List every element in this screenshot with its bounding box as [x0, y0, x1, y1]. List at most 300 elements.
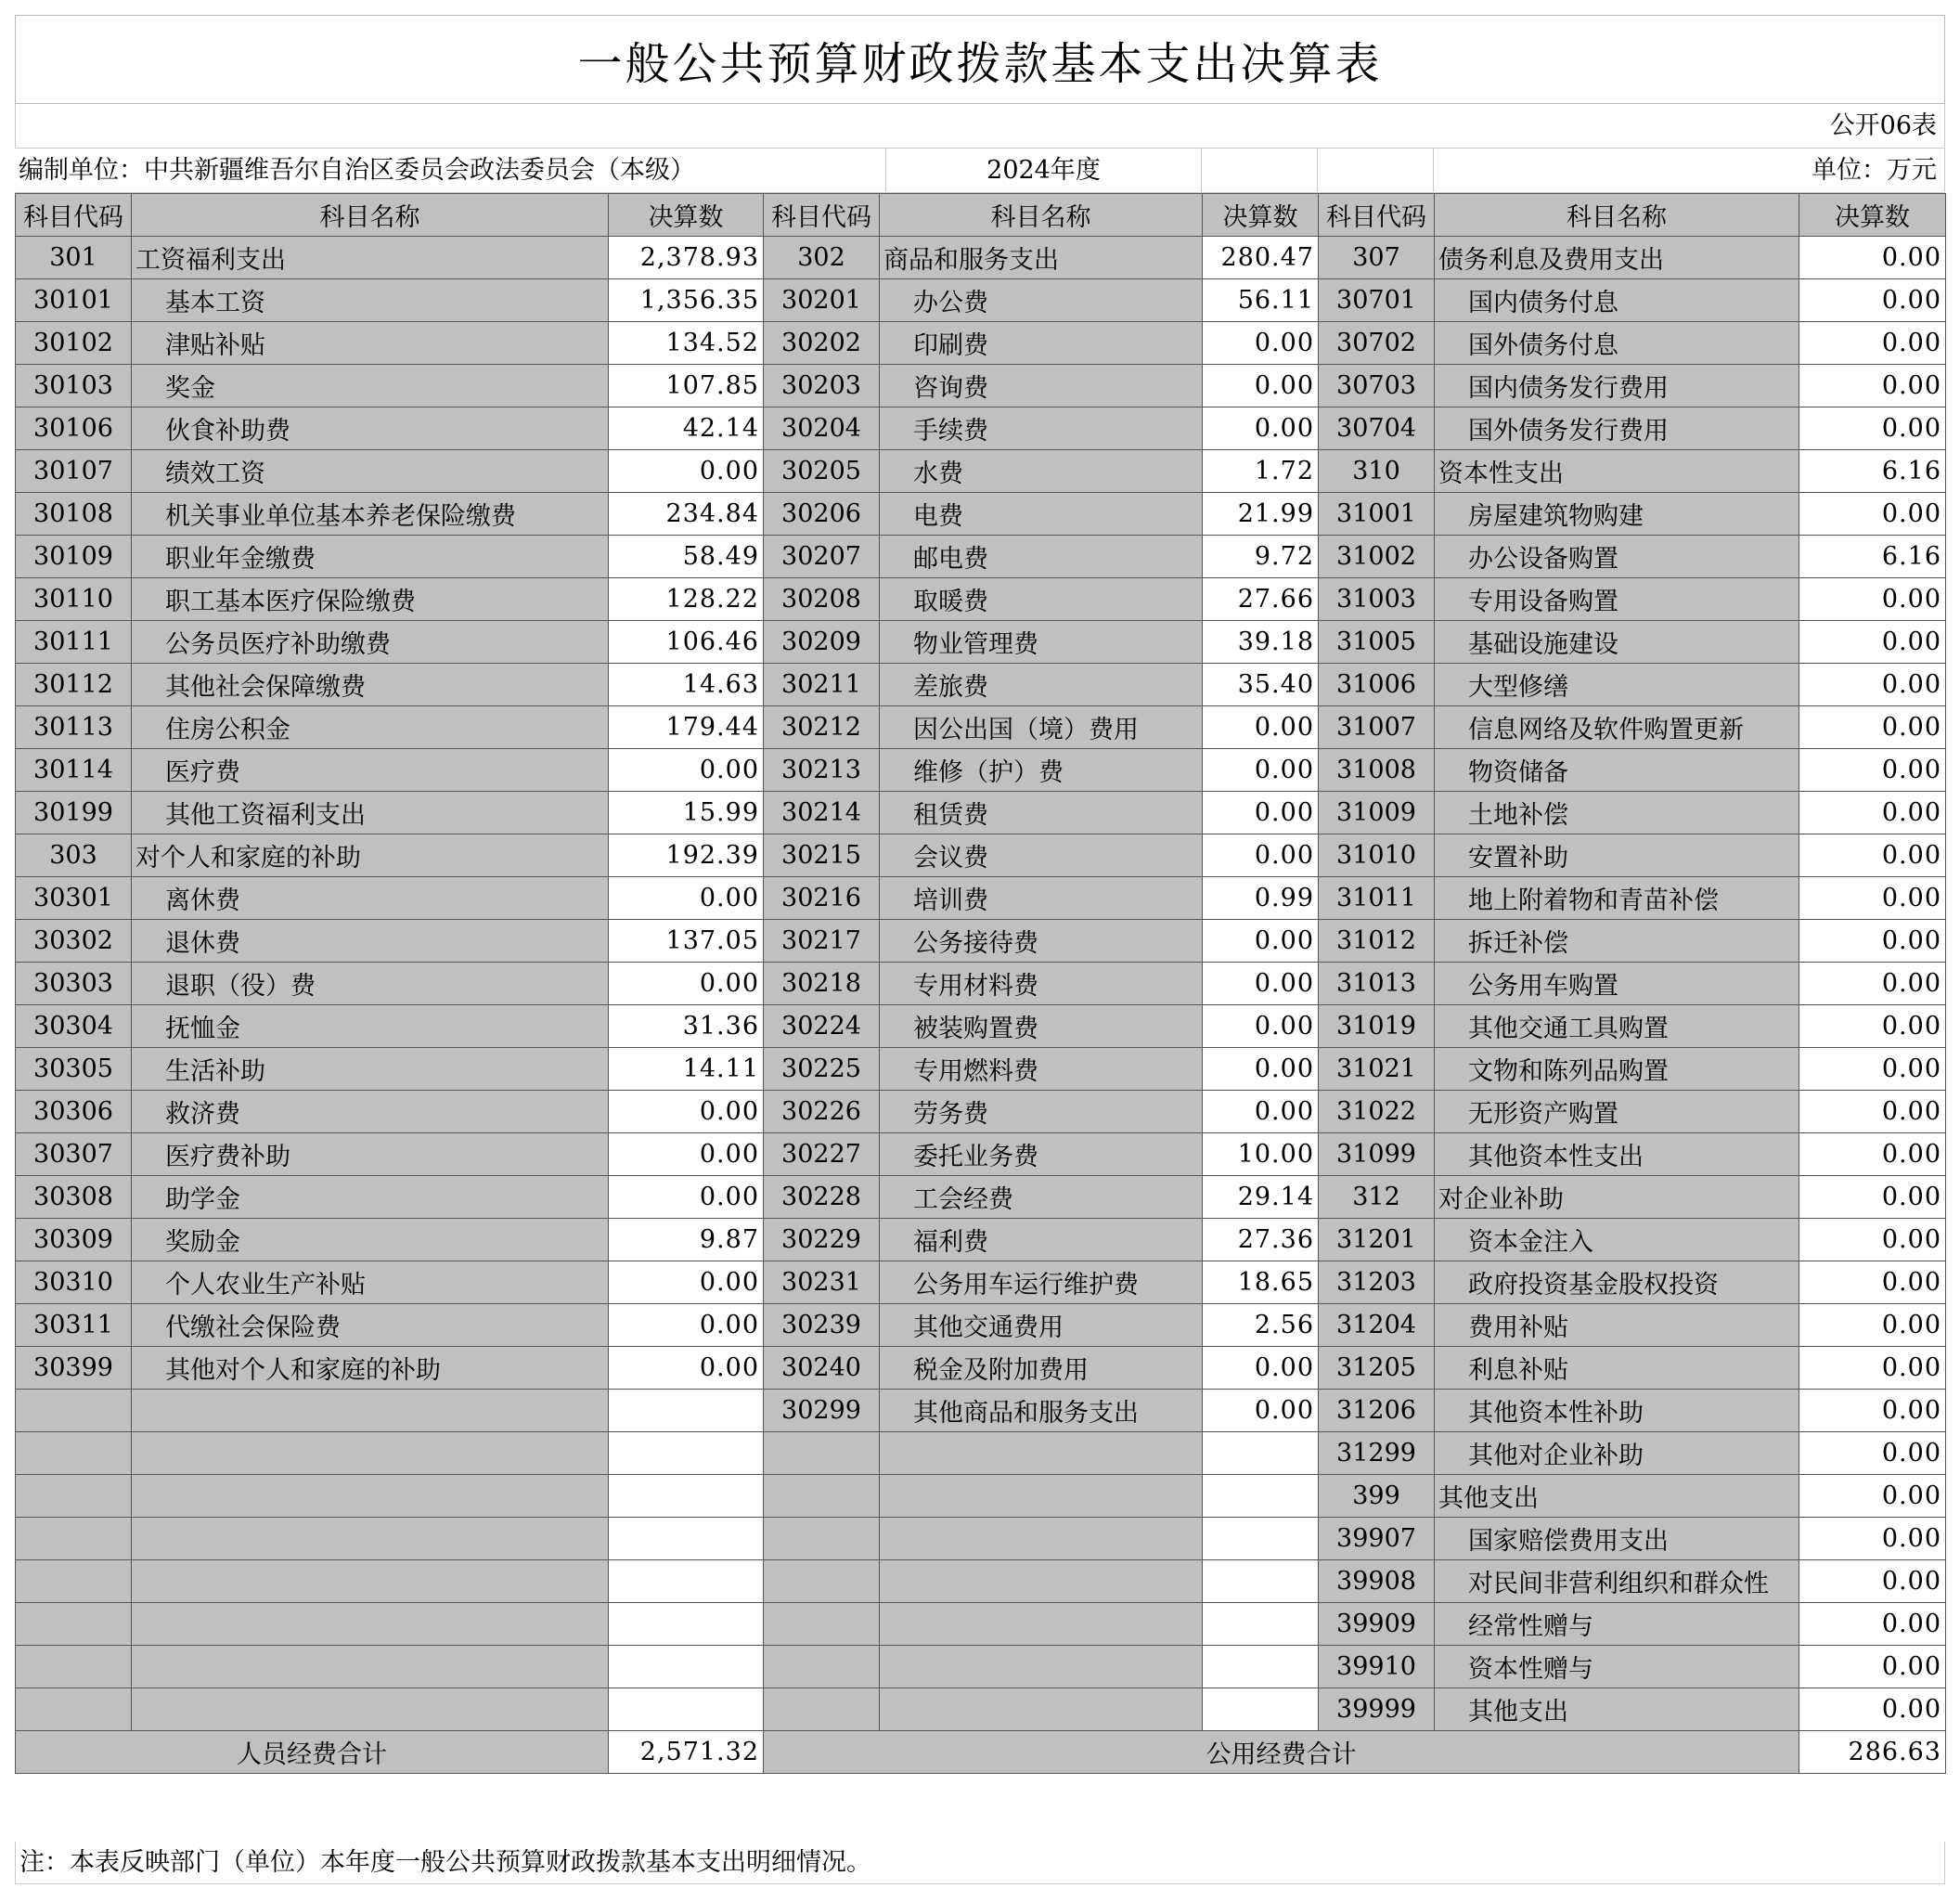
account-name: 因公出国（境）费用: [880, 706, 1203, 749]
account-name: 专用材料费: [880, 963, 1203, 1005]
empty-cell: [132, 1688, 609, 1731]
empty-cell: [132, 1560, 609, 1603]
account-name: 资本性支出: [1435, 450, 1799, 493]
info-blank-2: [1318, 149, 1434, 193]
account-name: 物业管理费: [880, 621, 1203, 664]
empty-cell: [609, 1475, 764, 1518]
account-code: 31005: [1319, 621, 1435, 664]
final-amount: 0.00: [609, 877, 764, 920]
final-amount: 18.65: [1203, 1261, 1319, 1304]
account-code: 30110: [16, 578, 132, 621]
account-name: 资本性赠与: [1435, 1646, 1799, 1688]
final-amount: 0.00: [1799, 279, 1946, 322]
final-amount: 280.47: [1203, 237, 1319, 279]
account-code: 30225: [764, 1048, 880, 1091]
final-amount: 0.00: [1203, 834, 1319, 877]
currency-unit: 单位：万元: [1434, 149, 1945, 193]
final-amount: 6.16: [1799, 450, 1946, 493]
final-amount: 0.00: [1799, 792, 1946, 834]
account-code: 39907: [1319, 1518, 1435, 1560]
account-name: 咨询费: [880, 365, 1203, 407]
account-name: 助学金: [132, 1176, 609, 1219]
empty-cell: [16, 1475, 132, 1518]
account-code: 30112: [16, 664, 132, 706]
empty-cell: [764, 1688, 880, 1731]
header-code: 科目代码: [764, 194, 880, 237]
final-amount: 234.84: [609, 493, 764, 536]
account-code: 30217: [764, 920, 880, 963]
public-total-label: 公用经费合计: [764, 1731, 1799, 1774]
header-amount: 决算数: [609, 194, 764, 237]
personnel-total-label: 人员经费合计: [16, 1731, 609, 1774]
account-code: 30114: [16, 749, 132, 792]
account-name: 福利费: [880, 1219, 1203, 1261]
account-name: 基本工资: [132, 279, 609, 322]
final-amount: 0.00: [609, 1347, 764, 1390]
final-amount: 14.63: [609, 664, 764, 706]
final-amount: 0.00: [1799, 1219, 1946, 1261]
empty-cell: [609, 1603, 764, 1646]
account-code: 31019: [1319, 1005, 1435, 1048]
account-code: 31008: [1319, 749, 1435, 792]
empty-cell: [764, 1646, 880, 1688]
account-code: 30204: [764, 407, 880, 450]
final-amount: 56.11: [1203, 279, 1319, 322]
final-amount: 0.00: [1799, 1091, 1946, 1133]
final-amount: 0.00: [1799, 1603, 1946, 1646]
empty-cell: [764, 1475, 880, 1518]
final-amount: 0.00: [1799, 963, 1946, 1005]
account-code: 30309: [16, 1219, 132, 1261]
account-code: 30310: [16, 1261, 132, 1304]
final-amount: 0.00: [1799, 621, 1946, 664]
table-row: [16, 920, 1946, 963]
final-amount: 58.49: [609, 536, 764, 578]
final-amount: 10.00: [1203, 1133, 1319, 1176]
account-code: 30109: [16, 536, 132, 578]
empty-cell: [880, 1646, 1203, 1688]
account-code: 30240: [764, 1347, 880, 1390]
empty-cell: [16, 1646, 132, 1688]
empty-cell: [1203, 1560, 1319, 1603]
account-code: 30106: [16, 407, 132, 450]
account-name: 其他支出: [1435, 1475, 1799, 1518]
account-name: 房屋建筑物购建: [1435, 493, 1799, 536]
account-name: 国外债务发行费用: [1435, 407, 1799, 450]
table-row: [16, 450, 1946, 493]
account-name: 退职（役）费: [132, 963, 609, 1005]
account-name: 地上附着物和青苗补偿: [1435, 877, 1799, 920]
final-amount: 0.00: [1203, 920, 1319, 963]
account-name: 培训费: [880, 877, 1203, 920]
account-name: 公务员医疗补助缴费: [132, 621, 609, 664]
table-row: [16, 407, 1946, 450]
account-code: 30215: [764, 834, 880, 877]
account-code: 30305: [16, 1048, 132, 1091]
account-name: 公务用车运行维护费: [880, 1261, 1203, 1304]
table-row: [16, 1005, 1946, 1048]
table-row: [16, 322, 1946, 365]
table-row: [16, 963, 1946, 1005]
account-name: 电费: [880, 493, 1203, 536]
account-name: 对企业补助: [1435, 1176, 1799, 1219]
header-name: 科目名称: [880, 194, 1203, 237]
account-name: 其他交通工具购置: [1435, 1005, 1799, 1048]
empty-cell: [1203, 1518, 1319, 1560]
empty-cell: [132, 1475, 609, 1518]
final-amount: 0.00: [1799, 1048, 1946, 1091]
final-amount: 14.11: [609, 1048, 764, 1091]
account-name: 国家赔偿费用支出: [1435, 1518, 1799, 1560]
final-amount: 29.14: [1203, 1176, 1319, 1219]
final-amount: 192.39: [609, 834, 764, 877]
final-amount: 0.00: [1799, 1560, 1946, 1603]
final-amount: 0.00: [609, 749, 764, 792]
account-code: 30218: [764, 963, 880, 1005]
final-amount: 0.00: [1799, 1304, 1946, 1347]
account-name: 工资福利支出: [132, 237, 609, 279]
table-row: [16, 706, 1946, 749]
empty-cell: [764, 1603, 880, 1646]
final-amount: 27.36: [1203, 1219, 1319, 1261]
account-name: 被装购置费: [880, 1005, 1203, 1048]
account-code: 31013: [1319, 963, 1435, 1005]
final-amount: 0.00: [609, 1304, 764, 1347]
account-code: 30213: [764, 749, 880, 792]
account-name: 个人农业生产补贴: [132, 1261, 609, 1304]
header-code: 科目代码: [16, 194, 132, 237]
header-amount: 决算数: [1799, 194, 1946, 237]
account-code: 30203: [764, 365, 880, 407]
final-amount: 0.99: [1203, 877, 1319, 920]
account-name: 医疗费补助: [132, 1133, 609, 1176]
account-name: 邮电费: [880, 536, 1203, 578]
personnel-total-value: 2,571.32: [609, 1731, 764, 1774]
account-name: 维修（护）费: [880, 749, 1203, 792]
account-code: 30208: [764, 578, 880, 621]
account-code: 301: [16, 237, 132, 279]
account-name: 医疗费: [132, 749, 609, 792]
account-name: 手续费: [880, 407, 1203, 450]
table-row: [16, 1432, 1946, 1475]
account-name: 印刷费: [880, 322, 1203, 365]
empty-cell: [609, 1390, 764, 1432]
table-row: [16, 1688, 1946, 1731]
final-amount: 0.00: [609, 450, 764, 493]
account-name: 公务用车购置: [1435, 963, 1799, 1005]
table-row: [16, 877, 1946, 920]
account-code: 30308: [16, 1176, 132, 1219]
header-name: 科目名称: [1435, 194, 1799, 237]
empty-cell: [880, 1560, 1203, 1603]
final-amount: 0.00: [1799, 1005, 1946, 1048]
account-name: 其他交通费用: [880, 1304, 1203, 1347]
account-name: 办公设备购置: [1435, 536, 1799, 578]
final-amount: 1.72: [1203, 450, 1319, 493]
final-amount: 0.00: [609, 1091, 764, 1133]
final-amount: 42.14: [609, 407, 764, 450]
account-name: 离休费: [132, 877, 609, 920]
account-name: 信息网络及软件购置更新: [1435, 706, 1799, 749]
account-code: 31201: [1319, 1219, 1435, 1261]
empty-cell: [609, 1688, 764, 1731]
table-number: 公开06表: [15, 104, 1945, 149]
account-name: 抚恤金: [132, 1005, 609, 1048]
account-code: 30111: [16, 621, 132, 664]
account-code: 31205: [1319, 1347, 1435, 1390]
account-code: 30206: [764, 493, 880, 536]
account-code: 31001: [1319, 493, 1435, 536]
account-code: 31002: [1319, 536, 1435, 578]
table-row: [16, 1176, 1946, 1219]
table-row: [16, 1048, 1946, 1091]
account-name: 职工基本医疗保险缴费: [132, 578, 609, 621]
account-code: 31099: [1319, 1133, 1435, 1176]
final-amount: 0.00: [1203, 963, 1319, 1005]
empty-cell: [132, 1518, 609, 1560]
account-name: 经常性赠与: [1435, 1603, 1799, 1646]
empty-cell: [1203, 1475, 1319, 1518]
final-amount: 0.00: [1799, 834, 1946, 877]
account-code: 31021: [1319, 1048, 1435, 1091]
empty-cell: [16, 1390, 132, 1432]
account-code: 30703: [1319, 365, 1435, 407]
account-code: 31007: [1319, 706, 1435, 749]
account-name: 文物和陈列品购置: [1435, 1048, 1799, 1091]
account-name: 水费: [880, 450, 1203, 493]
final-amount: 179.44: [609, 706, 764, 749]
final-amount: 2.56: [1203, 1304, 1319, 1347]
final-amount: 0.00: [1799, 706, 1946, 749]
account-code: 30101: [16, 279, 132, 322]
final-amount: 0.00: [1799, 1133, 1946, 1176]
table-row: [16, 792, 1946, 834]
account-name: 机关事业单位基本养老保险缴费: [132, 493, 609, 536]
table-row: [16, 365, 1946, 407]
table-row: [16, 1347, 1946, 1390]
final-amount: 107.85: [609, 365, 764, 407]
final-amount: 9.72: [1203, 536, 1319, 578]
account-name: 劳务费: [880, 1091, 1203, 1133]
account-code: 30202: [764, 322, 880, 365]
account-name: 其他社会保障缴费: [132, 664, 609, 706]
final-amount: 0.00: [1203, 1048, 1319, 1091]
account-code: 30304: [16, 1005, 132, 1048]
account-name: 资本金注入: [1435, 1219, 1799, 1261]
final-amount: 137.05: [609, 920, 764, 963]
final-amount: 0.00: [609, 1261, 764, 1304]
empty-cell: [16, 1603, 132, 1646]
table-row: [16, 1603, 1946, 1646]
expenditure-table: [15, 193, 1946, 1774]
table-row: [16, 493, 1946, 536]
final-amount: 0.00: [1799, 365, 1946, 407]
account-code: 30229: [764, 1219, 880, 1261]
account-name: 生活补助: [132, 1048, 609, 1091]
account-name: 奖励金: [132, 1219, 609, 1261]
header-amount: 决算数: [1203, 194, 1319, 237]
account-code: 30228: [764, 1176, 880, 1219]
account-name: 专用设备购置: [1435, 578, 1799, 621]
account-name: 其他支出: [1435, 1688, 1799, 1731]
final-amount: 0.00: [1799, 407, 1946, 450]
account-name: 无形资产购置: [1435, 1091, 1799, 1133]
account-code: 30212: [764, 706, 880, 749]
empty-cell: [1203, 1432, 1319, 1475]
account-code: 30224: [764, 1005, 880, 1048]
account-code: 302: [764, 237, 880, 279]
final-amount: 1,356.35: [609, 279, 764, 322]
empty-cell: [132, 1646, 609, 1688]
final-amount: 6.16: [1799, 536, 1946, 578]
final-amount: 0.00: [1799, 322, 1946, 365]
empty-cell: [880, 1603, 1203, 1646]
account-code: 39999: [1319, 1688, 1435, 1731]
account-name: 救济费: [132, 1091, 609, 1133]
final-amount: 0.00: [1799, 877, 1946, 920]
final-amount: 128.22: [609, 578, 764, 621]
footnote: 注：本表反映部门（单位）本年度一般公共预算财政拨款基本支出明细情况。: [15, 1842, 1945, 1884]
final-amount: 0.00: [1799, 237, 1946, 279]
account-name: 奖金: [132, 365, 609, 407]
final-amount: 0.00: [1799, 493, 1946, 536]
account-code: 30399: [16, 1347, 132, 1390]
header-name: 科目名称: [132, 194, 609, 237]
empty-cell: [764, 1432, 880, 1475]
final-amount: 0.00: [1799, 1646, 1946, 1688]
final-amount: 0.00: [1203, 706, 1319, 749]
header-row: [16, 194, 1946, 237]
account-code: 30311: [16, 1304, 132, 1347]
final-amount: 0.00: [609, 1176, 764, 1219]
final-amount: 0.00: [1799, 1176, 1946, 1219]
empty-cell: [609, 1646, 764, 1688]
final-amount: 0.00: [1799, 1261, 1946, 1304]
account-name: 其他对企业补助: [1435, 1432, 1799, 1475]
account-code: 30302: [16, 920, 132, 963]
account-name: 住房公积金: [132, 706, 609, 749]
table-row: [16, 1475, 1946, 1518]
account-name: 委托业务费: [880, 1133, 1203, 1176]
account-name: 基础设施建设: [1435, 621, 1799, 664]
account-name: 代缴社会保险费: [132, 1304, 609, 1347]
table-row: [16, 1219, 1946, 1261]
final-amount: 0.00: [1799, 1475, 1946, 1518]
account-name: 费用补贴: [1435, 1304, 1799, 1347]
empty-cell: [764, 1560, 880, 1603]
empty-cell: [764, 1518, 880, 1560]
account-name: 退休费: [132, 920, 609, 963]
account-code: 30239: [764, 1304, 880, 1347]
empty-cell: [16, 1688, 132, 1731]
account-name: 租赁费: [880, 792, 1203, 834]
account-name: 大型修缮: [1435, 664, 1799, 706]
account-name: 取暖费: [880, 578, 1203, 621]
account-name: 工会经费: [880, 1176, 1203, 1219]
final-amount: 0.00: [1203, 365, 1319, 407]
account-code: 31203: [1319, 1261, 1435, 1304]
empty-cell: [609, 1518, 764, 1560]
account-name: 安置补助: [1435, 834, 1799, 877]
account-code: 31206: [1319, 1390, 1435, 1432]
final-amount: 134.52: [609, 322, 764, 365]
account-code: 39909: [1319, 1603, 1435, 1646]
header-code: 科目代码: [1319, 194, 1435, 237]
account-name: 物资储备: [1435, 749, 1799, 792]
account-name: 国内债务发行费用: [1435, 365, 1799, 407]
account-code: 31012: [1319, 920, 1435, 963]
table-row: [16, 664, 1946, 706]
info-blank-1: [1202, 149, 1318, 193]
empty-cell: [132, 1390, 609, 1432]
account-code: 30301: [16, 877, 132, 920]
account-name: 对民间非营利组织和群众性: [1435, 1560, 1799, 1603]
final-amount: 0.00: [1799, 920, 1946, 963]
account-name: 其他对个人和家庭的补助: [132, 1347, 609, 1390]
account-code: 30702: [1319, 322, 1435, 365]
account-code: 30102: [16, 322, 132, 365]
account-code: 30307: [16, 1133, 132, 1176]
account-code: 30227: [764, 1133, 880, 1176]
public-total-value: 286.63: [1799, 1731, 1946, 1774]
account-code: 303: [16, 834, 132, 877]
final-amount: 15.99: [609, 792, 764, 834]
final-amount: 0.00: [1203, 1347, 1319, 1390]
empty-cell: [880, 1475, 1203, 1518]
table-row: [16, 1304, 1946, 1347]
empty-cell: [609, 1560, 764, 1603]
account-code: 30108: [16, 493, 132, 536]
account-name: 会议费: [880, 834, 1203, 877]
account-code: 39910: [1319, 1646, 1435, 1688]
account-code: 30701: [1319, 279, 1435, 322]
final-amount: 9.87: [609, 1219, 764, 1261]
account-code: 31204: [1319, 1304, 1435, 1347]
empty-cell: [609, 1432, 764, 1475]
account-code: 30303: [16, 963, 132, 1005]
empty-cell: [132, 1432, 609, 1475]
account-code: 30207: [764, 536, 880, 578]
account-code: 312: [1319, 1176, 1435, 1219]
account-code: 307: [1319, 237, 1435, 279]
final-amount: 21.99: [1203, 493, 1319, 536]
final-amount: 0.00: [1203, 322, 1319, 365]
final-amount: 27.66: [1203, 578, 1319, 621]
account-code: 30306: [16, 1091, 132, 1133]
final-amount: 106.46: [609, 621, 764, 664]
final-amount: 0.00: [1203, 1091, 1319, 1133]
empty-cell: [880, 1518, 1203, 1560]
table-row: [16, 834, 1946, 877]
account-code: 30211: [764, 664, 880, 706]
account-code: 31022: [1319, 1091, 1435, 1133]
empty-cell: [16, 1518, 132, 1560]
empty-cell: [880, 1688, 1203, 1731]
empty-cell: [132, 1603, 609, 1646]
report-title: 一般公共预算财政拨款基本支出决算表: [15, 15, 1945, 104]
empty-cell: [1203, 1688, 1319, 1731]
account-code: 31011: [1319, 877, 1435, 920]
account-code: 31010: [1319, 834, 1435, 877]
final-amount: 0.00: [609, 1133, 764, 1176]
account-name: 国内债务付息: [1435, 279, 1799, 322]
account-code: 30107: [16, 450, 132, 493]
final-amount: 0.00: [1203, 407, 1319, 450]
account-name: 利息补贴: [1435, 1347, 1799, 1390]
account-code: 30216: [764, 877, 880, 920]
account-name: 政府投资基金股权投资: [1435, 1261, 1799, 1304]
account-name: 办公费: [880, 279, 1203, 322]
